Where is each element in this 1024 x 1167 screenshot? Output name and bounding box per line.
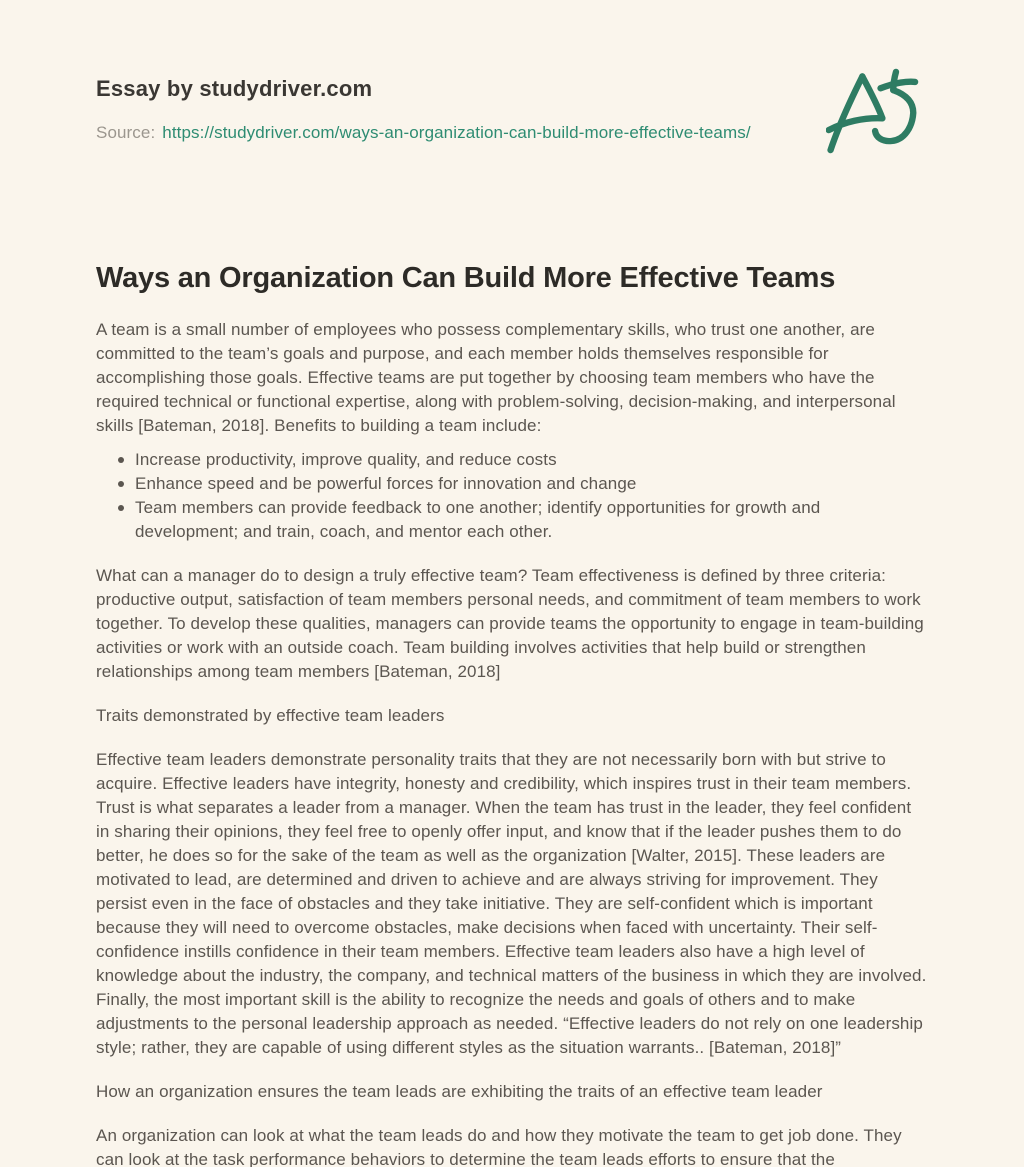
paragraph-traits: Effective team leaders demonstrate personality traits that they are not necessarily born with but strive to acquire. Effective leaders have integrity, honesty and credibility, which inspires trust in their team members. Trust is what separates a leader from a manager. When the team has trust in the leader, they feel confident in sharing their opinions, they feel free to openly offer input, and know that if the leader pushes them to do better, he does so for the sake of the team as well as the organization [Walter, 2015]. These leaders are motivated to lead, are determined and driven to achieve and are always striving for improvement. They persist even in the face of obstacles and they take initiative. They are self-confident which is important because they will need to overcome obstacles, make decisions when faced with uncertainty. Their self-confidence instills confidence in their team members. Effective team leaders also have a high level of knowledge about the industry, the company, and technical matters of the business in which they are involved. Finally, the most important skill is the ability to recognize the needs and goals of others and to make adjustments to the personal leadership approach as needed. “Effective leaders do not rely on one leadership style; rather, they are capable of using different styles as the situation warrants.. [Bateman, 2018]” (96, 750, 927, 1057)
a-plus-logo-icon (826, 64, 926, 158)
subheading-ensure: How an organization ensures the team leads are exhibiting the traits of an effective team leader (96, 1082, 823, 1101)
byline: Essay by studydriver.com (96, 76, 373, 101)
essay-title: Ways an Organization Can Build More Effective Teams (96, 262, 836, 294)
paragraph-manager: What can a manager do to design a truly effective team? Team effectiveness is defined by three criteria: productive output, satisfaction of team members personal needs, and commitment of team members to work together. To develop these qualities, managers can provide teams the opportunity to engage in team-building activities or work with an outside coach. Team building involves activities that help build or strengthen relationships among team members [Bateman, 2018] (96, 566, 924, 681)
benefits-list-item: Enhance speed and be powerful forces for innovation and change (96, 472, 928, 496)
benefits-list-item: Team members can provide feedback to one another; identify opportunities for growth and development; and train, coach, and mentor each other. (96, 496, 928, 544)
essay-body (96, 258, 928, 1167)
paragraph-ensure: An organization can look at what the team leads do and how they motivate the team to get job done. They can look at the task performance behaviors to determine the team leads efforts to ensure that the (96, 1126, 902, 1167)
subheading-traits: Traits demonstrated by effective team leaders (96, 706, 445, 725)
source-row (96, 122, 928, 144)
page-header (96, 74, 928, 144)
benefits-list-item: Increase productivity, improve quality, and reduce costs (96, 448, 928, 472)
source-link[interactable]: https://studydriver.com/ways-an-organization-can-build-more-effective-teams/ (162, 123, 751, 142)
source-label: Source: (96, 123, 156, 142)
benefits-list (96, 448, 928, 544)
paragraph-intro: A team is a small number of employees who possess complementary skills, who trust one another, are committed to the team’s goals and purpose, and each member holds themselves responsible for accomplishing those goals. Effective teams are put together by choosing team members who have the required technical or functional expertise, along with problem-solving, decision-making, and interpersonal skills [Bateman, 2018]. Benefits to building a team include: (96, 320, 896, 435)
